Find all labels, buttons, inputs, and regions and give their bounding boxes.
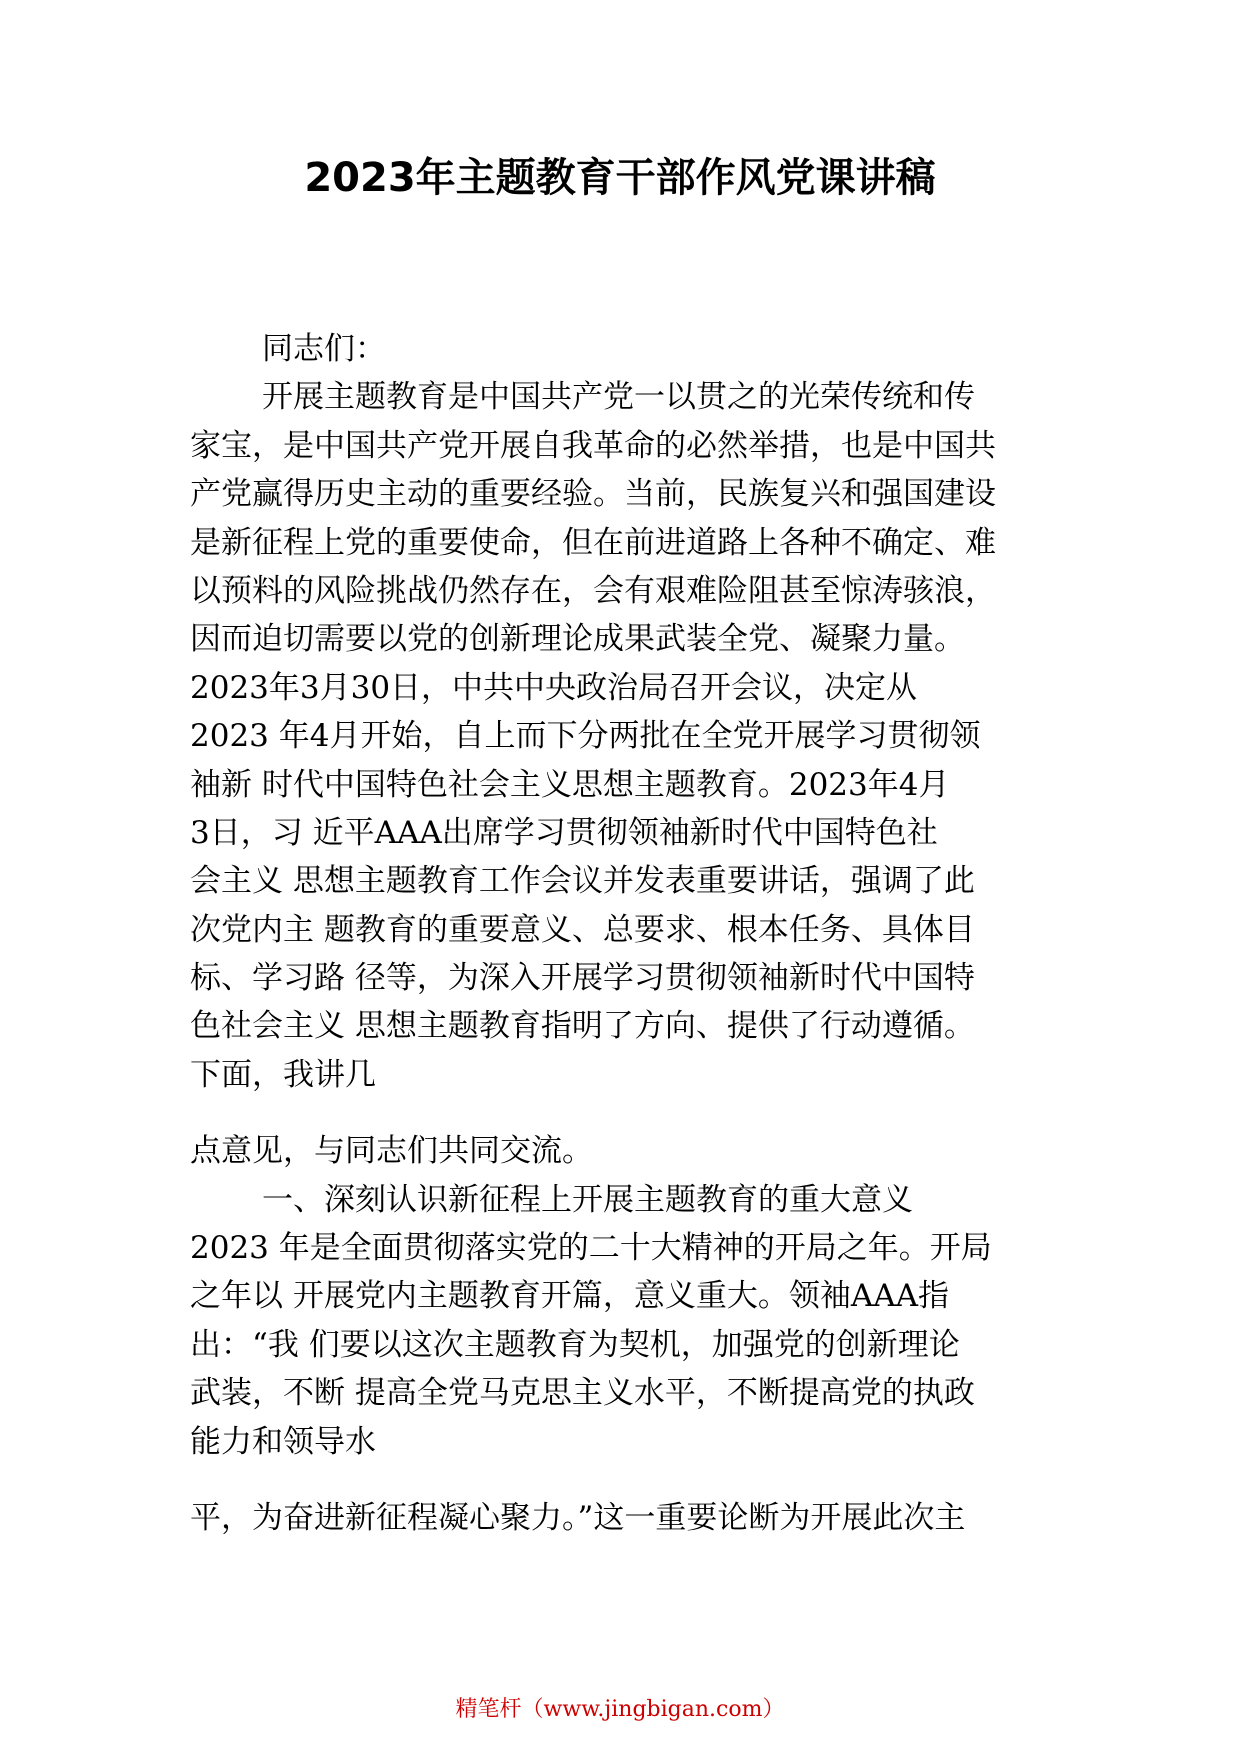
paragraph-line: 家宝，是中国共产党开展自我革命的必然举措，也是中国共 [190,427,996,464]
paragraph-line: 袖新 时代中国特色社会主义思想主题教育。2023年4月 [190,766,950,803]
paragraph-line: 2023年3月30日，中共中央政治局召开会议，决定从 [190,669,918,706]
paragraph-line: 因而迫切需要以党的创新理论成果武装全党、凝聚力量。 [190,621,965,658]
paragraph-line: 次党内主 题教育的重要意义、总要求、根本任务、具体目 [190,911,975,948]
paragraph-closing-line: 点意见，与同志们共同交流。 [190,1133,593,1170]
paragraph-line: 下面，我讲几 [190,1056,376,1093]
paragraph-line: 产党赢得历史主动的重要经验。当前，民族复兴和强国建设 [190,476,996,513]
document-title: 2023年主题教育干部作风党课讲稿 [304,155,936,201]
paragraph-line: 3日，习 近平AAA出席学习贯彻领袖新时代中国特色社 [190,814,938,851]
paragraph-line: 出：“我 们要以这次主题教育为契机，加强党的创新理论 [190,1326,960,1363]
paragraph-line: 武装，不断 提高全党马克思主义水平，不断提高党的执政 [190,1375,975,1412]
line-gap [190,1099,1060,1127]
paragraph-line: 开展主题教育是中国共产党一以贯之的光荣传统和传 [262,379,975,416]
line-gap [190,1466,1060,1494]
paragraph-line: 标、学习路 径等，为深入开展学习贯彻领袖新时代中国特 [190,960,975,997]
footer-watermark: 精笔杆（www.jingbigan.com） [455,1697,785,1722]
paragraph-intro [190,373,1060,1099]
document-body [190,325,1060,1542]
paragraph-line: 之年以 开展党内主题教育开篇，意义重大。领袖AAA指 [190,1278,950,1315]
paragraph-continued-line: 平，为奋进新征程凝心聚力。”这一重要论断为开展此次主 [190,1499,966,1536]
salutation: 同志们： [262,331,386,367]
paragraph-line: 能力和领导水 [190,1423,376,1460]
paragraph-significance [190,1224,1060,1466]
paragraph-line: 2023 年是全面贯彻落实党的二十大精神的开局之年。开局 [190,1230,992,1267]
paragraph-line: 会主义 思想主题教育工作会议并发表重要讲话，强调了此 [190,863,975,900]
paragraph-line: 以预料的风险挑战仍然存在，会有艰难险阻甚至惊涛骇浪， [190,572,996,609]
paragraph-line: 色社会主义 思想主题教育指明了方向、提供了行动遵循。 [190,1008,975,1045]
section-heading-1: 一、深刻认识新征程上开展主题教育的重大意义 [262,1181,913,1218]
paragraph-line: 2023 年4月开始，自上而下分两批在全党开展学习贯彻领 [190,718,981,755]
paragraph-line: 是新征程上党的重要使命，但在前进道路上各种不确定、难 [190,524,996,561]
